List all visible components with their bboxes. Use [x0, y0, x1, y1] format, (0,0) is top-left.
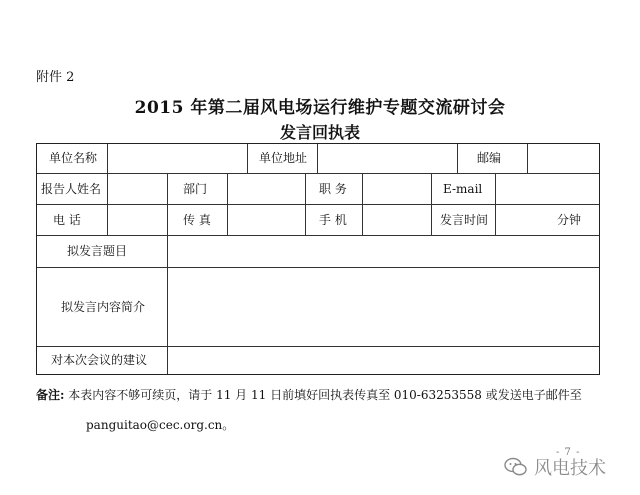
row-divider — [37, 204, 599, 205]
row-divider — [37, 235, 599, 236]
page-title: 2015 年第二届风电场运行维护专题交流研讨会 — [134, 98, 506, 118]
fax-label: 传 真 — [183, 213, 211, 227]
topic-label: 拟发言题目 — [67, 244, 128, 258]
col-divider — [167, 173, 168, 235]
department-label: 部门 — [183, 182, 208, 196]
suggestions-label: 对本次会议的建议 — [51, 353, 148, 367]
wechat-icon — [504, 457, 528, 477]
watermark — [504, 454, 606, 480]
unit-name-label: 单位名称 — [49, 151, 98, 165]
phone-label: 电 话 — [53, 213, 81, 227]
reply-form-table — [36, 143, 600, 375]
col-divider — [317, 144, 318, 173]
col-divider — [362, 173, 363, 235]
col-divider — [431, 173, 432, 235]
page-subtitle: 发言回执表 — [279, 123, 360, 142]
row-divider — [37, 173, 599, 174]
unit-address-label: 单位地址 — [259, 151, 308, 165]
col-divider — [227, 173, 228, 235]
col-divider — [107, 144, 108, 173]
remarks-label: 备注: — [36, 388, 65, 402]
col-divider — [457, 144, 458, 173]
col-divider — [305, 173, 306, 235]
col-divider — [167, 235, 168, 374]
speech-time-label: 发言时间 — [440, 213, 489, 227]
col-divider — [527, 144, 528, 173]
email-label: E-mail — [443, 182, 483, 196]
remarks-email: panguitao@cec.org.cn。 — [86, 418, 235, 432]
col-divider — [107, 173, 108, 235]
watermark-text: 风电技术 — [534, 458, 606, 479]
postcode-label: 邮编 — [477, 151, 502, 165]
row-divider — [37, 267, 599, 268]
col-divider — [247, 144, 248, 173]
summary-label: 拟发言内容简介 — [61, 300, 146, 314]
reporter-name-label: 报告人姓名 — [41, 182, 102, 196]
mobile-label: 手 机 — [319, 213, 347, 227]
remarks-text: 本表内容不够可续页，请于 11 月 11 日前填好回执表传真至 010-63253558 或发送电子邮件至 — [68, 388, 582, 402]
row-divider — [37, 346, 599, 347]
col-divider — [495, 173, 496, 235]
attachment-label: 附件 2 — [36, 70, 75, 85]
page-number: - 7 - — [556, 447, 581, 458]
remarks-line-1 — [36, 386, 582, 403]
minutes-label: 分钟 — [557, 213, 582, 227]
position-label: 职 务 — [319, 182, 347, 196]
